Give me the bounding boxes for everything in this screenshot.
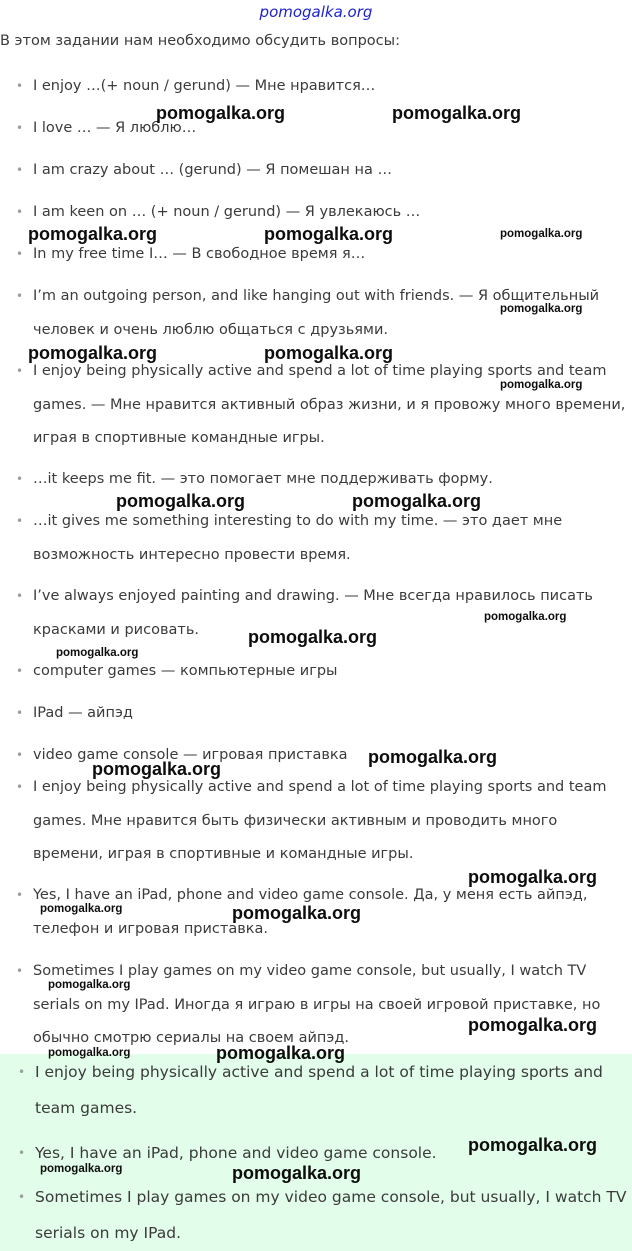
list-item: • Sometimes I play games on my video game console, but usually, I watch TV serials on my IPad. (35, 1179, 628, 1251)
watermark: pomogalka.org (40, 903, 123, 915)
list-item: • video game console — игровая приставка (33, 739, 628, 773)
watermark: pomogalka.org (468, 1135, 598, 1155)
list-item: • I am crazy about … (gerund) — Я помешан на … (33, 154, 628, 188)
list-item: • I’ve always enjoyed painting and drawing. — Мне всегда нравилось писать красками и рисовать. (33, 580, 628, 647)
intro-text: В этом задании нам необходимо обсудить вопросы: (0, 33, 400, 49)
watermark: pomogalka.org (28, 224, 158, 244)
list-item: • I love … — Я люблю… (33, 112, 628, 146)
watermark: pomogalka.org (500, 379, 583, 391)
watermark: pomogalka.org (264, 343, 394, 363)
list-item: • In my free time I… — В свободное время я… (33, 238, 628, 272)
list-item: • I enjoy being physically active and spend a lot of time playing sports and team games. (35, 1054, 628, 1126)
watermark: pomogalka.org (156, 103, 286, 123)
list-item: • I enjoy being physically active and spend a lot of time playing sports and team games. — Мне нравится активный образ жизни, и я провожу много времени, играя в спортивные командные игры. (33, 355, 628, 456)
watermark: pomogalka.org (368, 747, 498, 767)
watermark: pomogalka.org (500, 303, 583, 315)
watermark: pomogalka.org (468, 867, 598, 887)
list-item: • computer games — компьютерные игры (33, 655, 628, 689)
watermark: pomogalka.org (116, 491, 246, 511)
list-item: • I enjoy being physically active and spend a lot of time playing sports and team games. Мне нравится быть физически активным и проводить много времени, играя в спортивные и командные игры. (33, 771, 628, 872)
list-item: • Sometimes I play games on my video game console, but usually, I watch TV serials on my IPad. Иногда я играю в игры на своей игровой приставке, но обычно смотрю сериалы на своем айпэд. (33, 955, 628, 1056)
watermark: pomogalka.org (248, 627, 378, 647)
watermark: pomogalka.org (232, 903, 362, 923)
watermark: pomogalka.org (352, 491, 482, 511)
watermark: pomogalka.org (500, 228, 583, 240)
list-item: • Yes, I have an iPad, phone and video game console. (35, 1135, 628, 1171)
list-item: • I’m an outgoing person, and like hanging out with friends. — Я общительный человек и очень люблю общаться с друзьями. (33, 280, 628, 347)
list-item: • I enjoy …(+ noun / gerund) — Мне нравится… (33, 70, 628, 104)
list-item: • …it gives me something interesting to do with my time. — это дает мне возможность интересно провести время. (33, 505, 628, 572)
watermark: pomogalka.org (484, 611, 567, 623)
watermark: pomogalka.org (56, 647, 139, 659)
watermark: pomogalka.org (216, 1043, 346, 1063)
watermark: pomogalka.org (28, 343, 158, 363)
watermark: pomogalka.org (40, 1163, 123, 1175)
watermark: pomogalka.org (264, 224, 394, 244)
list-item: • …it keeps me fit. — это помогает мне поддерживать форму. (33, 463, 628, 497)
list-item: • I am keen on … (+ noun / gerund) — Я увлекаюсь … (33, 196, 628, 230)
site-header-link[interactable]: pomogalka.org (259, 3, 373, 21)
watermark: pomogalka.org (232, 1163, 362, 1183)
watermark: pomogalka.org (92, 759, 222, 779)
watermark: pomogalka.org (48, 1047, 131, 1059)
list-item: • IPad — айпэд (33, 697, 628, 731)
watermark: pomogalka.org (48, 979, 131, 991)
watermark: pomogalka.org (468, 1015, 598, 1035)
watermark: pomogalka.org (392, 103, 522, 123)
list-item: • Yes, I have an iPad, phone and video game console. Да, у меня есть айпэд, телефон и игровая приставка. (33, 879, 628, 946)
